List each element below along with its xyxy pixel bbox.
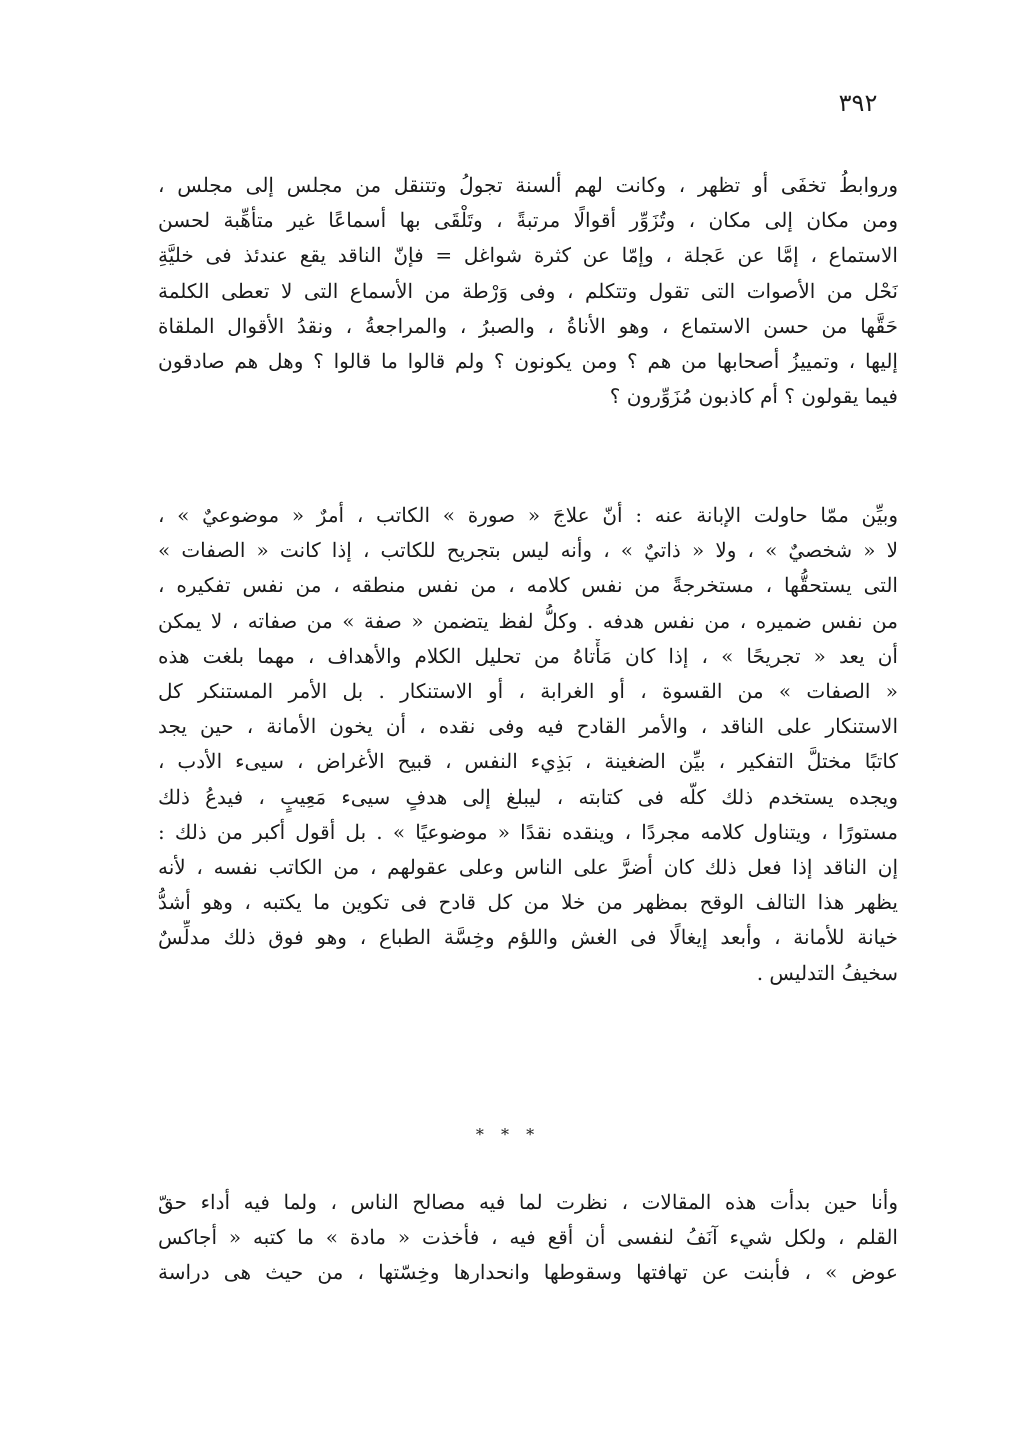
text-line: التى يستحقُّها ، مستخرجةً من نفس كلامه ، من نفس منطقه ، من نفس تفكيره ، [158,573,898,598]
paragraph-1 [158,168,898,414]
text-line: كاتبًا مختلَّ التفكير ، بيِّن الضغينة ، بَذِيء النفس ، قبيح الأغراض ، سيىء الأدب ، [158,749,898,774]
text-line: نَحْل من الأصوات التى تقول وتتكلم ، وفى وَرْطة من الأسماع التى لا تعطى الكلمة [158,278,898,303]
text-line: يظهر هذا التالف الوقح بمظهر من خلا من كل قادح فى تكوين ما يكتبه ، وهو أشدُّ [158,890,898,915]
page-number: ٣٩٢ [838,89,878,117]
text-line: وأنا حين بدأت هذه المقالات ، نظرت لما فيه مصالح الناس ، ولما فيه أداء حقّ [158,1190,898,1214]
text-line: خيانة للأمانة ، وأبعد إيغالًا فى الغش واللؤم وخِسَّة الطباع ، وهو فوق ذلك مدلِّسٌ [158,925,898,950]
section-separator: * * * [475,1125,541,1144]
text-line: من نفس ضميره ، من نفس هدفه . وكلُّ لفظ يتضمن « صفة » من صفاته ، لا يمكن [158,608,898,633]
paragraph-2 [158,498,898,991]
text-line: سخيفُ التدليس . [756,960,898,985]
text-line: إليها ، وتمييزُ أصحابها من هم ؟ ومن يكونون ؟ ولم قالوا ما قالوا ؟ وهل هم صادقون [158,349,898,374]
text-line: لا « شخصيٌ » ، ولا « ذاتيٌ » ، وأنه ليس بتجريح للكاتب ، إذا كانت « الصفات » [158,538,898,563]
text-line: فيما يقولون ؟ أم كاذبون مُزَوِّرون ؟ [609,384,898,409]
text-line: ويجده يستخدم ذلك كلّه فى كتابته ، ليبلغ إلى هدفٍ سيىء مَعِيبٍ ، فيدعُ ذلك [158,784,898,809]
text-line: الاستنكار على الناقد ، والأمر القادح فيه وفى نقده ، أن يخون الأمانة ، حين يجد [158,714,898,739]
text-line: مستورًا ، ويتناول كلامه مجردًا ، وينقده نقدًا « موضوعيًا » . بل أقول أكبر من ذلك : [158,819,898,844]
text-line: وبيِّن ممّا حاولت الإبانة عنه : أنّ علاجَ « صورة » الكاتب ، أمرٌ « موضوعيٌ » ، [158,503,898,527]
text-line: « الصفات » من القسوة ، أو الغرابة ، أو الاستنكار . بل الأمر المستنكر كل [158,679,898,704]
text-line: أن يعد « تجريحًا » ، إذا كان مَأْتاهُ من تحليل الكلام والأهداف ، مهما بلغت هذه [158,643,898,668]
text-line: إن الناقد إذا فعل ذلك كان أضرَّ على الناس وعلى عقولهم ، من الكاتب نفسه ، لأنه [158,855,898,880]
text-line: الاستماع ، إمَّا عن عَجلة ، وإمّا عن كثرة شواغل = فإنّ الناقد يقع عندئذ فى خليَّةِ [158,243,898,268]
text-line: ومن مكان إلى مكان ، وتُزَوِّر أقوالًا مرتبةً ، وتَلْقَى بها أسماعًا غير متأهِّبة لحسن [158,208,898,233]
text-line: وروابطُ تخفَى أو تظهر ، وكانت لهم ألسنة تجولُ وتتنقل من مجلس إلى مجلس ، [158,173,898,197]
text-line: حَقَّها من حسن الاستماع ، وهو الأناةُ ، والصبرُ ، والمراجعةُ ، ونقدُ الأقوال الملقاة [158,313,898,338]
paragraph-3 [158,1185,898,1291]
text-line: عوض » ، فأبنت عن تهافتها وسقوطها وانحدارها وخِسّتها ، من حيث هى دراسة [158,1260,898,1285]
text-line: القلم ، ولكل شيء آنَفُ لنفسى أن أقع فيه ، فأخذت « مادة » ما كتبه « أجاكس [158,1225,898,1250]
